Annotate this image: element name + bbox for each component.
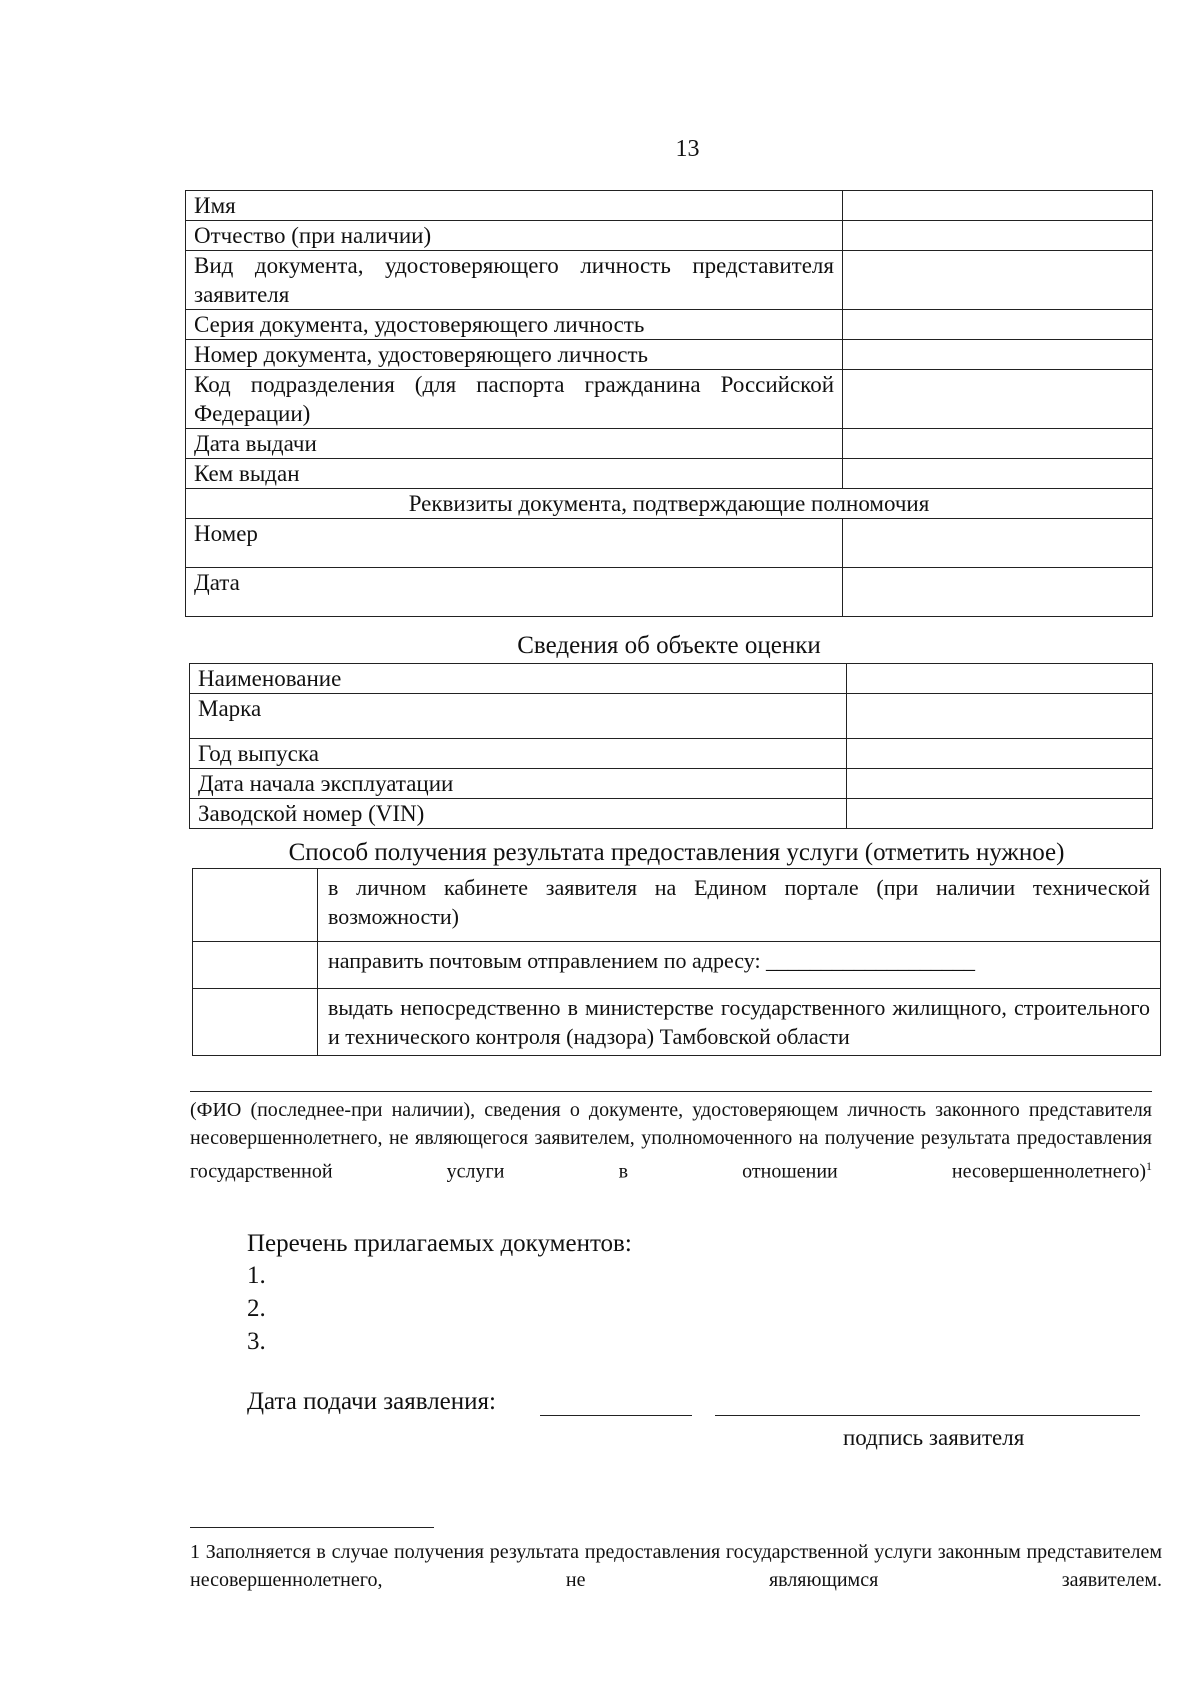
input-cell[interactable] xyxy=(843,459,1153,489)
representative-table xyxy=(185,190,1153,617)
option-checkbox[interactable] xyxy=(193,942,318,989)
row-label: Кем выдан xyxy=(186,459,843,489)
signature-caption: подпись заявителя xyxy=(843,1425,1025,1450)
attachment-item: 3. xyxy=(247,1328,266,1355)
table-row xyxy=(186,191,1153,221)
authority-header: Реквизиты документа, подтверждающие полномочия xyxy=(186,489,1153,519)
object-table xyxy=(189,663,1153,829)
table-row xyxy=(190,799,1153,829)
table-row xyxy=(190,694,1153,739)
table-row xyxy=(186,340,1153,370)
table-row xyxy=(186,251,1153,310)
table-row xyxy=(193,989,1161,1056)
input-cell[interactable] xyxy=(843,191,1153,221)
footnote-text: 1 Заполняется в случае получения результата предоставления государственной услуги законным представителем несовершеннолетнего, не являющимся заявителем. xyxy=(190,1541,1162,1591)
table-row xyxy=(186,370,1153,429)
row-label: Отчество (при наличии) xyxy=(186,221,843,251)
row-label: Дата начала эксплуатации xyxy=(190,769,847,799)
option-label: в личном кабинете заявителя на Едином портале (при наличии технической возможности) xyxy=(318,869,1161,942)
input-cell[interactable] xyxy=(843,370,1153,429)
row-label: Наименование xyxy=(190,664,847,694)
option-label: направить почтовым отправлением по адресу: ___________________ xyxy=(318,942,1161,989)
signature-fill-line[interactable] xyxy=(715,1415,1140,1416)
table-row xyxy=(193,942,1161,989)
option-label: выдать непосредственно в министерстве государственного жилищного, строительного и технического контроля (надзора) Тамбовской области xyxy=(318,989,1161,1056)
row-label: Номер документа, удостоверяющего личность xyxy=(186,340,843,370)
input-cell[interactable] xyxy=(847,664,1153,694)
date-fill-line[interactable] xyxy=(540,1415,692,1416)
row-label: Номер xyxy=(186,519,843,568)
input-cell[interactable] xyxy=(847,694,1153,739)
table-row xyxy=(186,519,1153,568)
guardian-fill-line[interactable] xyxy=(190,1091,1152,1092)
input-cell[interactable] xyxy=(843,310,1153,340)
table-row xyxy=(190,769,1153,799)
page-number: 13 xyxy=(675,136,700,162)
delivery-options-table xyxy=(192,868,1161,1056)
row-label: Код подразделения (для паспорта гражданина Российской Федерации) xyxy=(186,370,843,429)
row-label: Дата xyxy=(186,568,843,617)
footnote-ref: 1 xyxy=(1146,1159,1152,1173)
table-row xyxy=(186,310,1153,340)
table-row xyxy=(190,664,1153,694)
object-section-title: Сведения об объекте оценки xyxy=(517,632,821,659)
row-label: Имя xyxy=(186,191,843,221)
row-label: Год выпуска xyxy=(190,739,847,769)
footnote-separator xyxy=(190,1527,434,1528)
table-row xyxy=(186,459,1153,489)
table-row xyxy=(193,869,1161,942)
input-cell[interactable] xyxy=(847,769,1153,799)
table-row xyxy=(186,221,1153,251)
input-cell[interactable] xyxy=(843,221,1153,251)
input-cell[interactable] xyxy=(843,340,1153,370)
input-cell[interactable] xyxy=(847,739,1153,769)
attachment-item: 1. xyxy=(247,1262,266,1289)
row-label: Марка xyxy=(190,694,847,739)
row-label: Заводской номер (VIN) xyxy=(190,799,847,829)
submission-date-label: Дата подачи заявления: xyxy=(247,1388,496,1415)
attachment-item: 2. xyxy=(247,1295,266,1322)
table-row xyxy=(190,739,1153,769)
row-label: Серия документа, удостоверяющего личность xyxy=(186,310,843,340)
input-cell[interactable] xyxy=(843,519,1153,568)
input-cell[interactable] xyxy=(843,251,1153,310)
option-checkbox[interactable] xyxy=(193,869,318,942)
input-cell[interactable] xyxy=(843,568,1153,617)
row-label: Вид документа, удостоверяющего личность представителя заявителя xyxy=(186,251,843,310)
input-cell[interactable] xyxy=(847,799,1153,829)
input-cell[interactable] xyxy=(843,429,1153,459)
option-checkbox[interactable] xyxy=(193,989,318,1056)
guardian-note: (ФИО (последнее-при наличии), сведения о документе, удостоверяющем личность законного представителя несовершеннолетнего, не являющегося заявителем, уполномоченного на получение результата предоставления государственной услуги в отношении несовершеннолетнего)$^1$ xyxy=(190,1099,1152,1183)
table-row xyxy=(186,568,1153,617)
attachments-title: Перечень прилагаемых документов: xyxy=(247,1230,632,1257)
table-row xyxy=(186,489,1153,519)
row-label: Дата выдачи xyxy=(186,429,843,459)
delivery-section-title: Способ получения результата предоставления услуги (отметить нужное) xyxy=(288,839,1065,866)
table-row xyxy=(186,429,1153,459)
